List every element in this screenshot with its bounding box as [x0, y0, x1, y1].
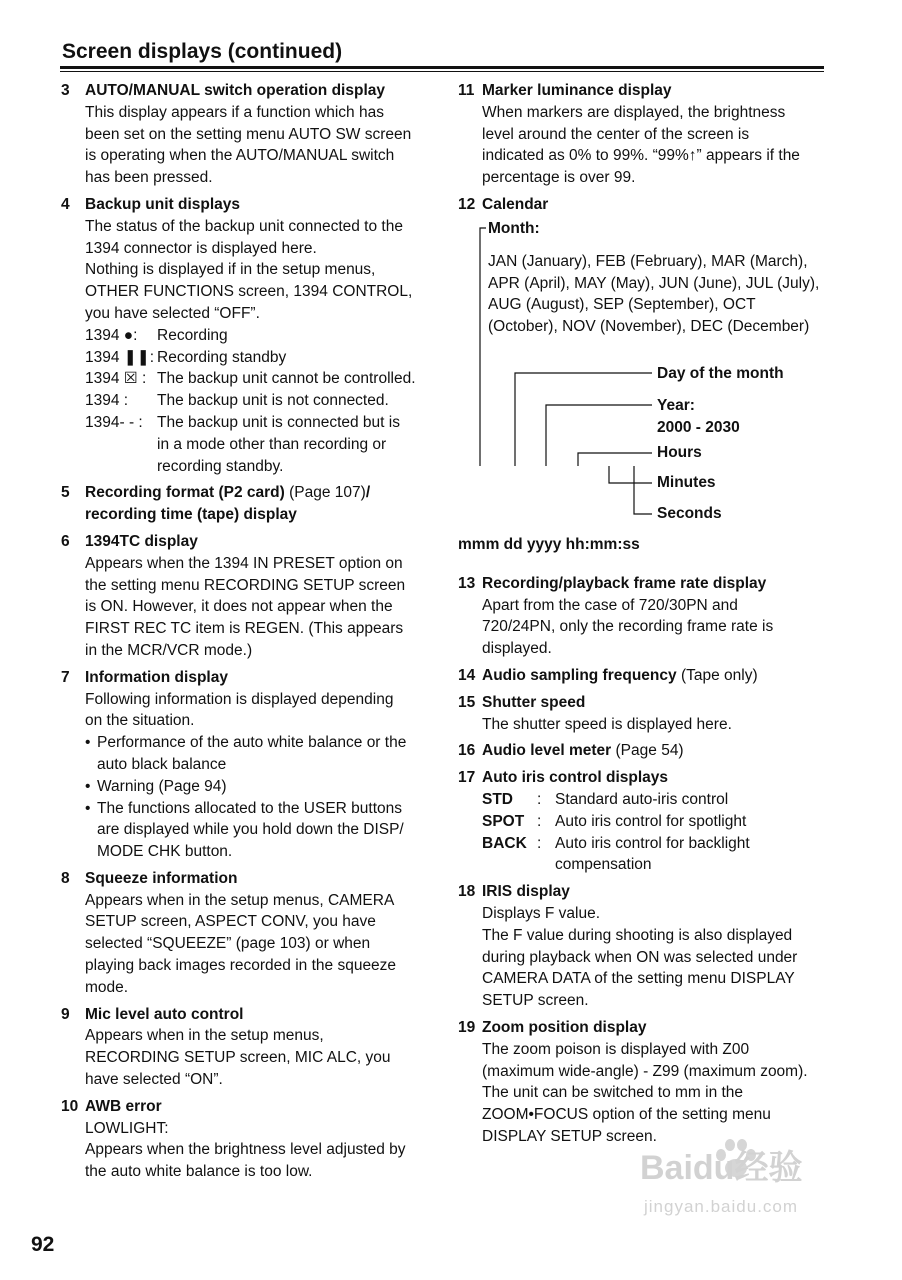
body-line: is operating when the AUTO/MANUAL switch: [85, 147, 395, 165]
minutes-label: Minutes: [657, 473, 716, 491]
body-line: in the MCR/VCR mode.): [85, 641, 253, 659]
bullet-text: [97, 776, 441, 798]
definition-row: [85, 368, 441, 390]
item-5: [61, 482, 441, 526]
body-line: When markers are displayed, the brightness: [482, 103, 786, 121]
item-title-text: Audio sampling frequency: [482, 666, 677, 684]
item-title-text: Backup unit displays: [85, 195, 241, 213]
item-title: [85, 1004, 441, 1026]
item-14: [458, 665, 830, 687]
definition-line: Auto iris control for backlight: [555, 834, 750, 852]
bullet-text: [97, 798, 441, 863]
definition-line: in a mode other than recording or: [157, 435, 387, 453]
item-number: 12: [458, 195, 476, 213]
item-title: [85, 194, 441, 216]
definition-line: Recording: [157, 326, 228, 344]
definition-value: [555, 789, 830, 811]
item-title-text: Audio level meter: [482, 742, 612, 760]
bullet-line: MODE CHK button.: [97, 843, 233, 861]
definition-row: [85, 325, 441, 347]
body-line: percentage is over 99.: [482, 169, 636, 187]
item-title-text: Auto iris control displays: [482, 769, 669, 787]
bullet-icon: •: [85, 777, 91, 795]
item-title: [85, 80, 441, 102]
bullet-icon: •: [85, 734, 91, 752]
item-number: 6: [61, 532, 70, 550]
definition-value: [157, 368, 441, 390]
definition-row: [85, 390, 441, 412]
definition-line: Recording standby: [157, 348, 287, 366]
item-number: 5: [61, 484, 70, 502]
item-number: 11: [458, 82, 475, 99]
left-column: [61, 80, 441, 1188]
item-number: 9: [61, 1005, 70, 1023]
seconds-label: Seconds: [657, 504, 722, 522]
definition-row: [482, 833, 830, 877]
body-line: This display appears if a function which has: [85, 103, 384, 121]
definition-value: [157, 347, 441, 369]
item-title: [85, 1096, 441, 1118]
body-line: Appears when in the setup menus,: [85, 1027, 324, 1045]
item-8: [61, 868, 441, 999]
item-number: 8: [61, 869, 70, 887]
item-number: 4: [61, 195, 70, 213]
body-line: level around the center of the screen is: [482, 125, 750, 143]
watermark-url: jingyan.baidu.com: [644, 1197, 799, 1216]
item-title-text: Information display: [85, 668, 228, 686]
body-line: indicated as 0% to 99%. “99%↑” appears if the: [482, 147, 800, 165]
item-title-cont: /: [365, 484, 371, 502]
item-title-text: 1394TC display: [85, 532, 198, 550]
item-title-text: AUTO/MANUAL switch operation display: [85, 82, 385, 99]
definition-row: [482, 789, 830, 811]
item-number: 14: [458, 666, 476, 684]
bullet-item: [85, 732, 441, 776]
definition-key: STD: [482, 790, 513, 808]
item-number: 19: [458, 1018, 476, 1036]
bullet-icon: •: [85, 799, 91, 817]
item-12: [458, 194, 830, 568]
definition-line: The backup unit is connected but is: [157, 413, 400, 431]
hours-label: Hours: [657, 443, 702, 461]
body-line: Nothing is displayed if in the setup menus,: [85, 261, 376, 279]
body-line: playing back images recorded in the squeeze: [85, 957, 397, 975]
body-line: DISPLAY SETUP screen.: [482, 1127, 657, 1145]
item-number: 16: [458, 742, 476, 760]
definition-row: [482, 811, 830, 833]
item-4: [61, 194, 441, 477]
definition-line: recording standby.: [157, 457, 284, 475]
page-number: 92: [31, 1233, 55, 1256]
definition-colon: :: [537, 812, 542, 830]
item-title: [85, 868, 441, 890]
item-title: Calendar: [482, 195, 549, 213]
item-title-ref: (Tape only): [676, 666, 758, 684]
right-column: [458, 80, 830, 1153]
item-15: [458, 692, 830, 736]
item-number: 17: [458, 769, 476, 787]
body-line: The F value during shooting is also displayed: [482, 926, 793, 944]
body-line: on the situation.: [85, 712, 195, 730]
definition-colon: :: [537, 834, 542, 852]
definition-line: Standard auto-iris control: [555, 790, 729, 808]
body-line: is ON. However, it does not appear when the: [85, 598, 393, 616]
body-line: 1394 connector is displayed here.: [85, 239, 317, 257]
bullet-line: auto black balance: [97, 755, 227, 773]
body-line: ZOOM•FOCUS option of the setting menu: [482, 1106, 771, 1124]
item-number: 15: [458, 693, 476, 711]
watermark-brand: Baidu经验: [640, 1149, 803, 1187]
item-title-text: Recording/playback frame rate display: [482, 574, 767, 592]
item-title: [85, 531, 441, 553]
definition-row: [85, 347, 441, 369]
item-title-text: AWB error: [85, 1097, 162, 1115]
definition-line: The backup unit is not connected.: [157, 392, 389, 410]
body-line: have selected “ON”.: [85, 1071, 223, 1089]
month-label: Month:: [488, 219, 540, 237]
item-16: [458, 740, 830, 762]
body-line: during playback when ON was selected under: [482, 948, 798, 966]
definition-key: 1394- - :: [85, 413, 143, 431]
item-number: 10: [61, 1097, 79, 1115]
item-title-text: Zoom position display: [482, 1018, 647, 1036]
bullet-text: [97, 732, 441, 776]
item-title-text: Squeeze information: [85, 869, 238, 887]
item-title-text: Shutter speed: [482, 693, 586, 711]
item-title-text: Mic level auto control: [85, 1005, 244, 1023]
body-line: FIRST REC TC item is REGEN. (This appears: [85, 620, 404, 638]
body-line: Appears when in the setup menus, CAMERA: [85, 891, 395, 909]
definition-value: [157, 325, 441, 347]
definition-colon: :: [537, 790, 542, 808]
title-rule-thin: [60, 71, 824, 72]
item-17: [458, 767, 830, 876]
body-line: been set on the setting menu AUTO SW screen: [85, 125, 412, 143]
body-line: RECORDING SETUP screen, MIC ALC, you: [85, 1049, 391, 1067]
definition-value: [555, 811, 830, 833]
month-list: JAN (January), FEB (February), MAR (March), APR (April), MAY (May), JUN (June), JUL (July), AUG (August), SEP (September), OCT (October), NOV (November), DEC (December): [488, 252, 820, 336]
item-title: [482, 767, 830, 789]
definition-key: SPOT: [482, 812, 525, 830]
item-9: [61, 1004, 441, 1091]
definition-line: Auto iris control for spotlight: [555, 812, 747, 830]
body-line: the setting menu RECORDING SETUP screen: [85, 576, 406, 594]
item-title-text: Recording format (P2 card): [85, 484, 285, 502]
body-line: Appears when the brightness level adjusted by: [85, 1141, 406, 1159]
body-line: (maximum wide-angle) - Z99 (maximum zoom).: [482, 1062, 808, 1080]
item-title: [482, 692, 830, 714]
item-7: [61, 667, 441, 863]
body-line: SETUP screen, ASPECT CONV, you have: [85, 913, 376, 931]
item-19: [458, 1017, 830, 1148]
body-line: LOWLIGHT:: [85, 1119, 169, 1137]
definition-key: 1394 :: [85, 392, 129, 410]
bullet-line: The functions allocated to the USER buttons: [97, 799, 403, 817]
definition-value: [157, 390, 441, 412]
item-title: [482, 740, 830, 762]
item-title-ref: (Page 107): [284, 484, 366, 502]
body-line: has been pressed.: [85, 169, 213, 187]
item-number: 3: [61, 82, 70, 99]
body-line: CAMERA DATA of the setting menu DISPLAY: [482, 970, 795, 988]
bullet-line: Warning (Page 94): [97, 777, 227, 795]
definition-key: BACK: [482, 834, 527, 852]
page-title: Screen displays (continued): [62, 40, 343, 63]
body-line: displayed.: [482, 640, 552, 658]
item-18: [458, 881, 830, 1012]
definition-key: 1394 ☒ :: [85, 370, 147, 388]
definition-value: [555, 833, 830, 877]
definition-line: The backup unit cannot be controlled.: [157, 370, 416, 388]
bullet-line: Performance of the auto white balance or the: [97, 734, 407, 752]
year-label: Year:: [657, 396, 695, 414]
item-number: 13: [458, 574, 476, 592]
body-line: SETUP screen.: [482, 992, 589, 1010]
bullet-item: [85, 798, 441, 863]
title-rule: [60, 66, 824, 69]
body-line: Displays F value.: [482, 904, 601, 922]
item-number: 18: [458, 883, 476, 901]
item-10: [61, 1096, 441, 1183]
body-line: The status of the backup unit connected to the: [85, 217, 403, 235]
calendar-format: mmm dd yyyy hh:mm:ss: [458, 535, 640, 553]
item-title: [85, 482, 441, 504]
item-title: [482, 1017, 830, 1039]
definition-key: 1394 ❚❚:: [85, 348, 155, 366]
item-13: [458, 573, 830, 660]
day-label: Day of the month: [657, 364, 784, 382]
item-11: [458, 80, 830, 189]
year-range: 2000 - 2030: [657, 418, 740, 436]
bullet-item: [85, 776, 441, 798]
body-line: Apart from the case of 720/30PN and: [482, 596, 738, 614]
body-line: OTHER FUNCTIONS screen, 1394 CONTROL,: [85, 283, 413, 301]
body-line: The unit can be switched to mm in the: [482, 1084, 744, 1102]
definition-key: 1394 ●:: [85, 326, 138, 344]
item-title: [482, 881, 830, 903]
body-line: 720/24PN, only the recording frame rate is: [482, 618, 774, 636]
item-number: 7: [61, 668, 70, 686]
item-title-text: IRIS display: [482, 883, 570, 901]
bullet-line: are displayed while you hold down the DISP/: [97, 821, 404, 839]
body-line: The shutter speed is displayed here.: [482, 715, 732, 733]
item-3: [61, 80, 441, 189]
definition-row: [85, 412, 441, 477]
item-title: Marker luminance display: [482, 82, 672, 99]
body-line: mode.: [85, 978, 129, 996]
item-title-line2: recording time (tape) display: [85, 506, 297, 524]
definition-value: [157, 412, 441, 477]
item-title: [482, 665, 830, 687]
body-line: you have selected “OFF”.: [85, 304, 260, 322]
body-line: Following information is displayed depending: [85, 690, 394, 708]
item-title: [85, 667, 441, 689]
calendar-diagram: [458, 216, 830, 568]
item-title: [482, 573, 830, 595]
body-line: The zoom poison is displayed with Z00: [482, 1040, 750, 1058]
item-title-ref: (Page 54): [611, 742, 684, 760]
body-line: selected “SQUEEZE” (page 103) or when: [85, 935, 371, 953]
body-line: the auto white balance is too low.: [85, 1163, 313, 1181]
definition-line: compensation: [555, 856, 652, 874]
body-line: Appears when the 1394 IN PRESET option on: [85, 554, 403, 572]
item-6: [61, 531, 441, 662]
